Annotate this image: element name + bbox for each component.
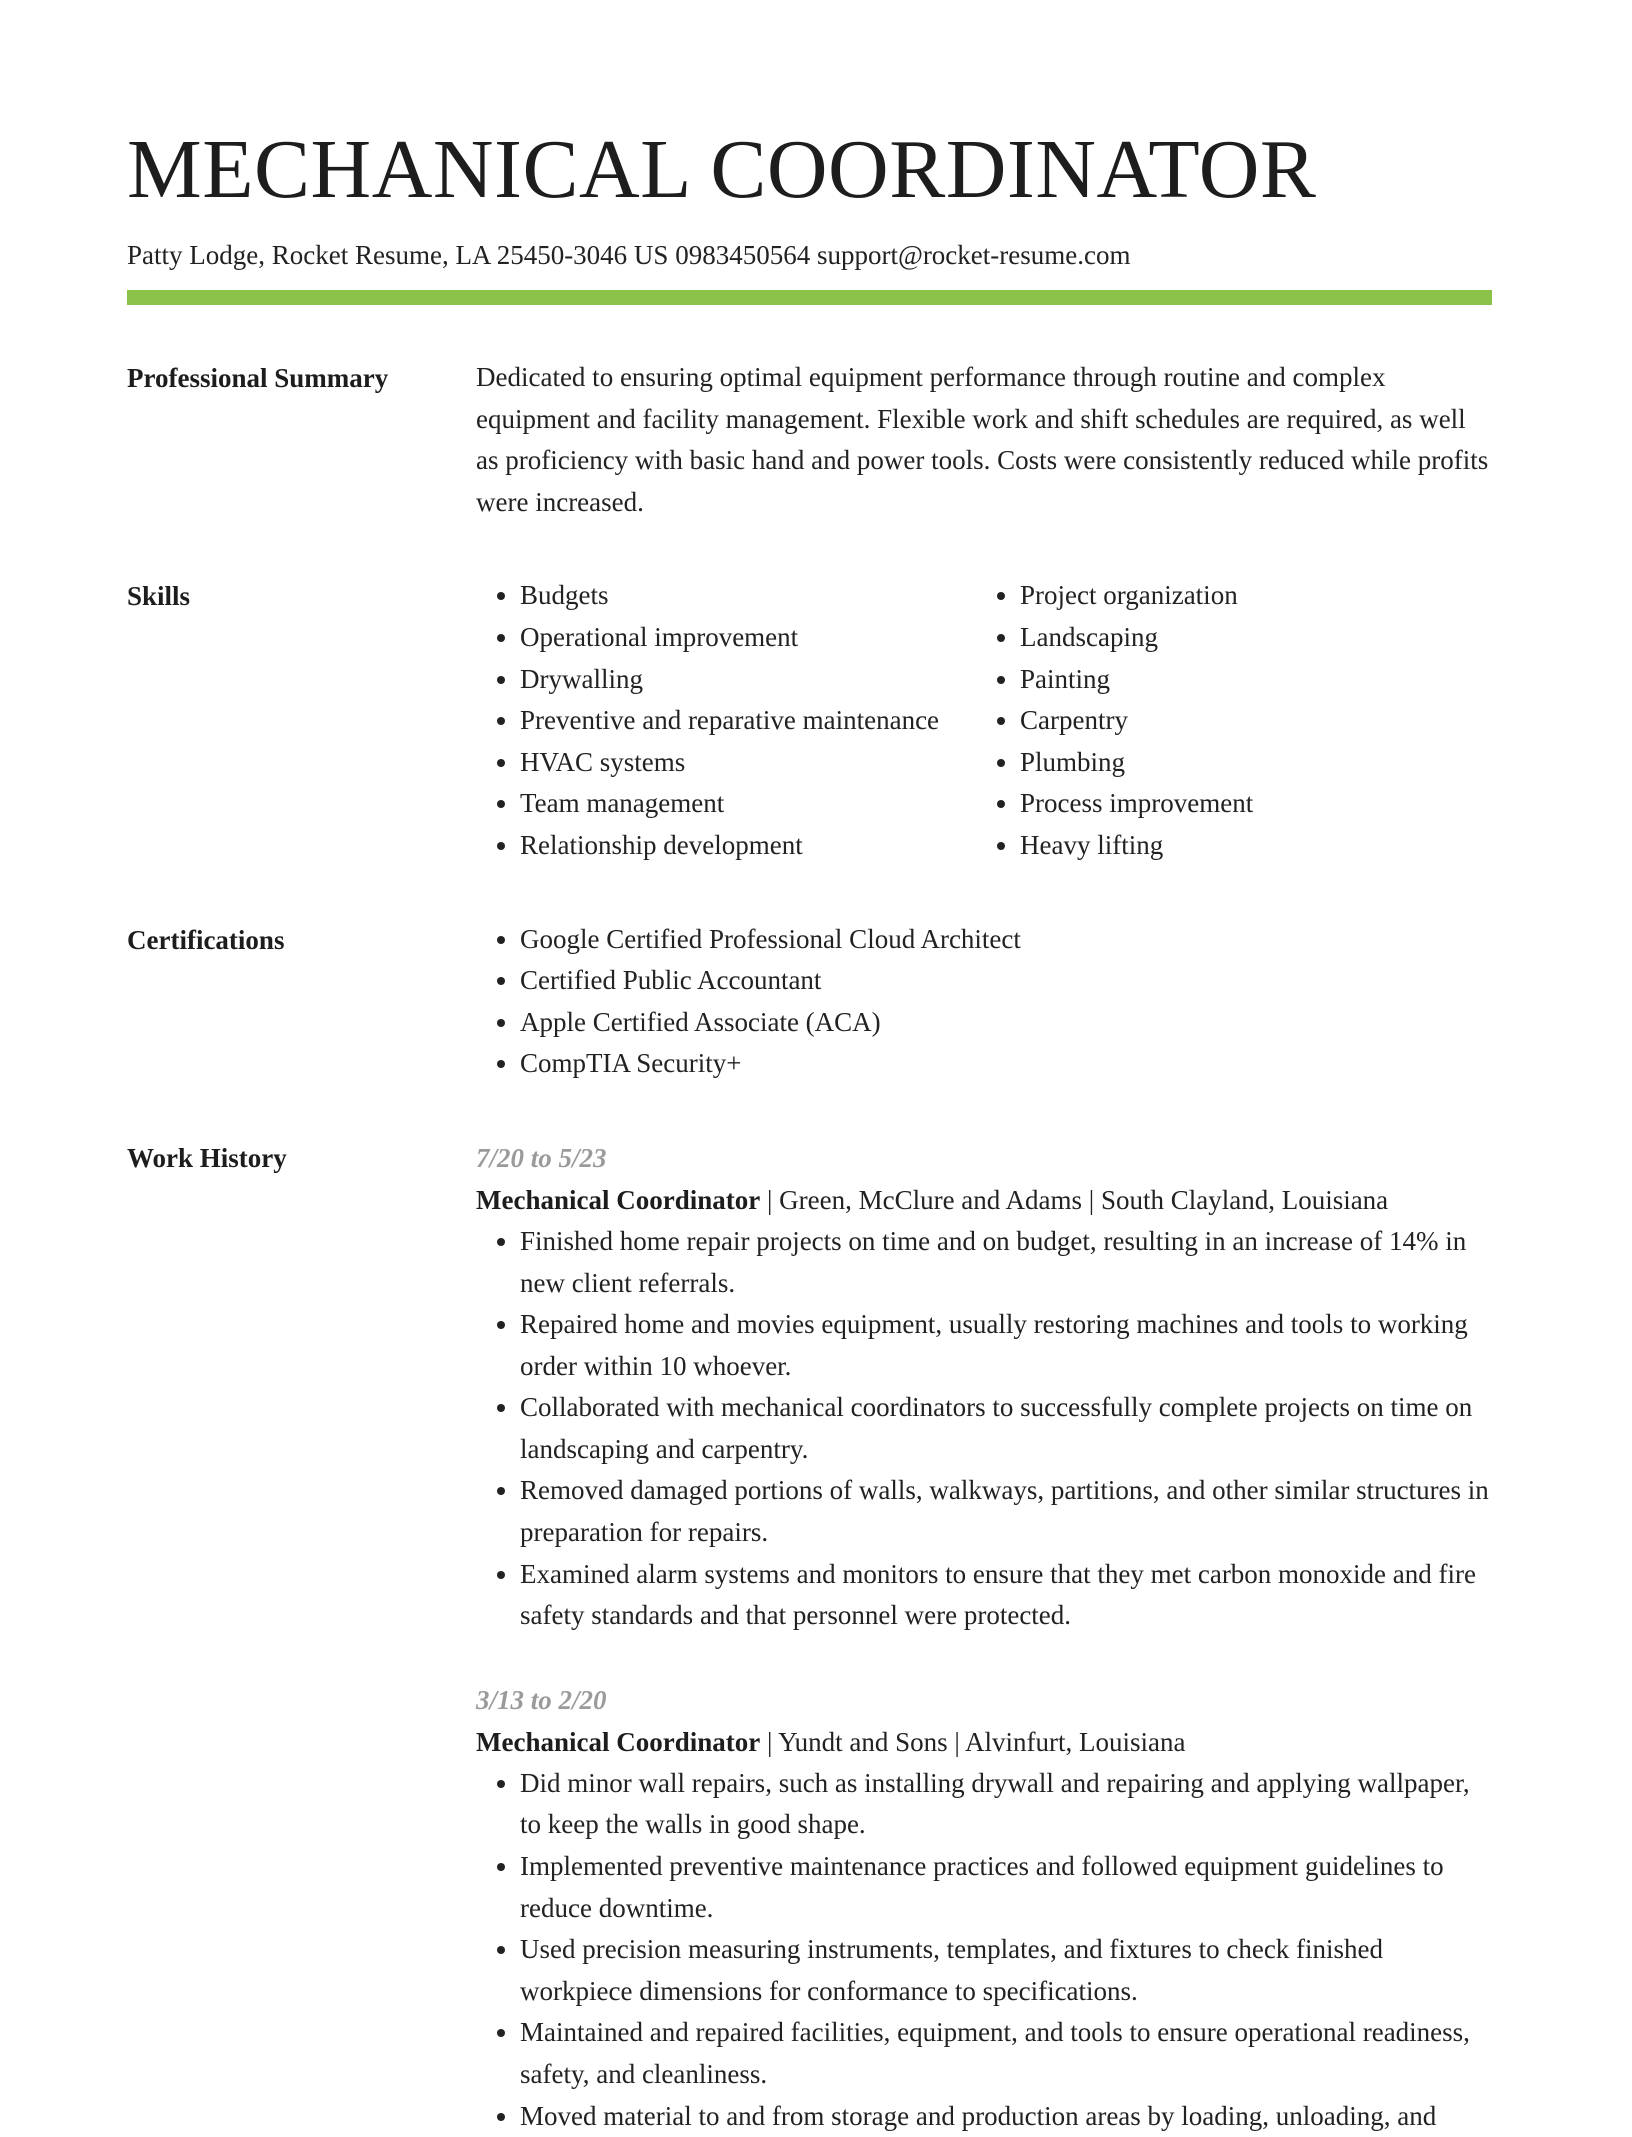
certification-item: • Google Certified Professional Cloud Architect bbox=[520, 919, 1492, 961]
certification-item: • CompTIA Security+ bbox=[520, 1043, 1492, 1085]
skills-column-2 bbox=[976, 575, 1492, 866]
resume-page bbox=[127, 120, 1492, 2137]
skill-item: • HVAC systems bbox=[520, 742, 976, 784]
summary-label: Professional Summary bbox=[127, 363, 389, 393]
skills-label: Skills bbox=[127, 581, 191, 612]
skill-item: • Process improvement bbox=[1020, 783, 1492, 825]
resume-title: MECHANICAL COORDINATOR bbox=[127, 123, 1317, 216]
skills-column-1 bbox=[476, 575, 976, 866]
job-bullet: • Collaborated with mechanical coordinators to successfully complete projects on time on landscaping and carpentry. bbox=[520, 1387, 1492, 1470]
job-bullets bbox=[476, 1763, 1492, 2137]
skills-section bbox=[127, 575, 1492, 866]
job-heading bbox=[476, 1179, 1492, 1221]
job-dates: 3/13 to 2/20 bbox=[476, 1684, 607, 1715]
job-bullet: • Implemented preventive maintenance practices and followed equipment guidelines to reduce downtime. bbox=[520, 1846, 1492, 1929]
job-bullet: • Moved material to and from storage and production areas by loading, unloading, and bbox=[520, 2096, 1492, 2137]
contact-line: Patty Lodge, Rocket Resume, LA 25450-3046 US 0983450564 support@rocket-resume.com bbox=[127, 240, 1131, 270]
certification-item: • Certified Public Accountant bbox=[520, 960, 1492, 1002]
skill-item: • Landscaping bbox=[1020, 617, 1492, 659]
summary-text: Dedicated to ensuring optimal equipment performance through routine and complex equipment and facility management. Flexible work and shift schedules are required, as well as proficiency with basic hand and power tools. Costs were consistently reduced while profits were increased. bbox=[476, 362, 1489, 517]
job-title: Mechanical Coordinator bbox=[476, 1184, 761, 1215]
job-bullet: • Used precision measuring instruments, templates, and fixtures to check finished workpiece dimensions for conformance to specifications. bbox=[520, 1929, 1492, 2012]
skill-item: • Relationship development bbox=[520, 825, 976, 867]
work-history-section bbox=[127, 1137, 1492, 2137]
skill-item: • Team management bbox=[520, 783, 976, 825]
job-title: Mechanical Coordinator bbox=[476, 1726, 761, 1757]
skill-item: • Drywalling bbox=[520, 659, 976, 701]
job-entry bbox=[476, 1679, 1492, 2137]
job-bullet: • Repaired home and movies equipment, usually restoring machines and tools to working order within 10 whoever. bbox=[520, 1304, 1492, 1387]
skill-item: • Carpentry bbox=[1020, 700, 1492, 742]
summary-content bbox=[476, 357, 1492, 523]
job-details: | Green, McClure and Adams | South Clayland, Louisiana bbox=[760, 1184, 1389, 1215]
job-entry bbox=[476, 1137, 1492, 1637]
job-bullet: • Removed damaged portions of walls, walkways, partitions, and other similar structures in preparation for repairs. bbox=[520, 1470, 1492, 1553]
job-bullet: • Finished home repair projects on time and on budget, resulting in an increase of 14% in new client referrals. bbox=[520, 1221, 1492, 1304]
job-bullet: • Did minor wall repairs, such as installing drywall and repairing and applying wallpaper, to keep the walls in good shape. bbox=[520, 1763, 1492, 1846]
certifications-label: Certifications bbox=[127, 924, 285, 955]
certifications-content bbox=[476, 919, 1492, 1085]
job-bullet: • Maintained and repaired facilities, equipment, and tools to ensure operational readiness, safety, and cleanliness. bbox=[520, 2012, 1492, 2095]
skill-item: • Heavy lifting bbox=[1020, 825, 1492, 867]
skill-item: • Plumbing bbox=[1020, 742, 1492, 784]
job-details: | Yundt and Sons | Alvinfurt, Louisiana bbox=[760, 1726, 1186, 1757]
certification-item: • Apple Certified Associate (ACA) bbox=[520, 1002, 1492, 1044]
job-dates: 7/20 to 5/23 bbox=[476, 1142, 607, 1173]
skill-item: • Painting bbox=[1020, 659, 1492, 701]
work-history-content bbox=[476, 1137, 1492, 2137]
work-history-label: Work History bbox=[127, 1142, 287, 1173]
skill-item: • Preventive and reparative maintenance bbox=[520, 700, 976, 742]
job-bullet: • Examined alarm systems and monitors to ensure that they met carbon monoxide and fire safety standards and that personnel were protected. bbox=[520, 1554, 1492, 1637]
skill-item: • Project organization bbox=[1020, 575, 1492, 617]
accent-divider bbox=[127, 290, 1492, 305]
job-bullets bbox=[476, 1221, 1492, 1637]
skill-item: • Budgets bbox=[520, 575, 976, 617]
skill-item: • Operational improvement bbox=[520, 617, 976, 659]
certifications-section bbox=[127, 919, 1492, 1085]
summary-section bbox=[127, 357, 1492, 523]
skills-content bbox=[476, 575, 1492, 866]
job-heading bbox=[476, 1721, 1492, 1763]
